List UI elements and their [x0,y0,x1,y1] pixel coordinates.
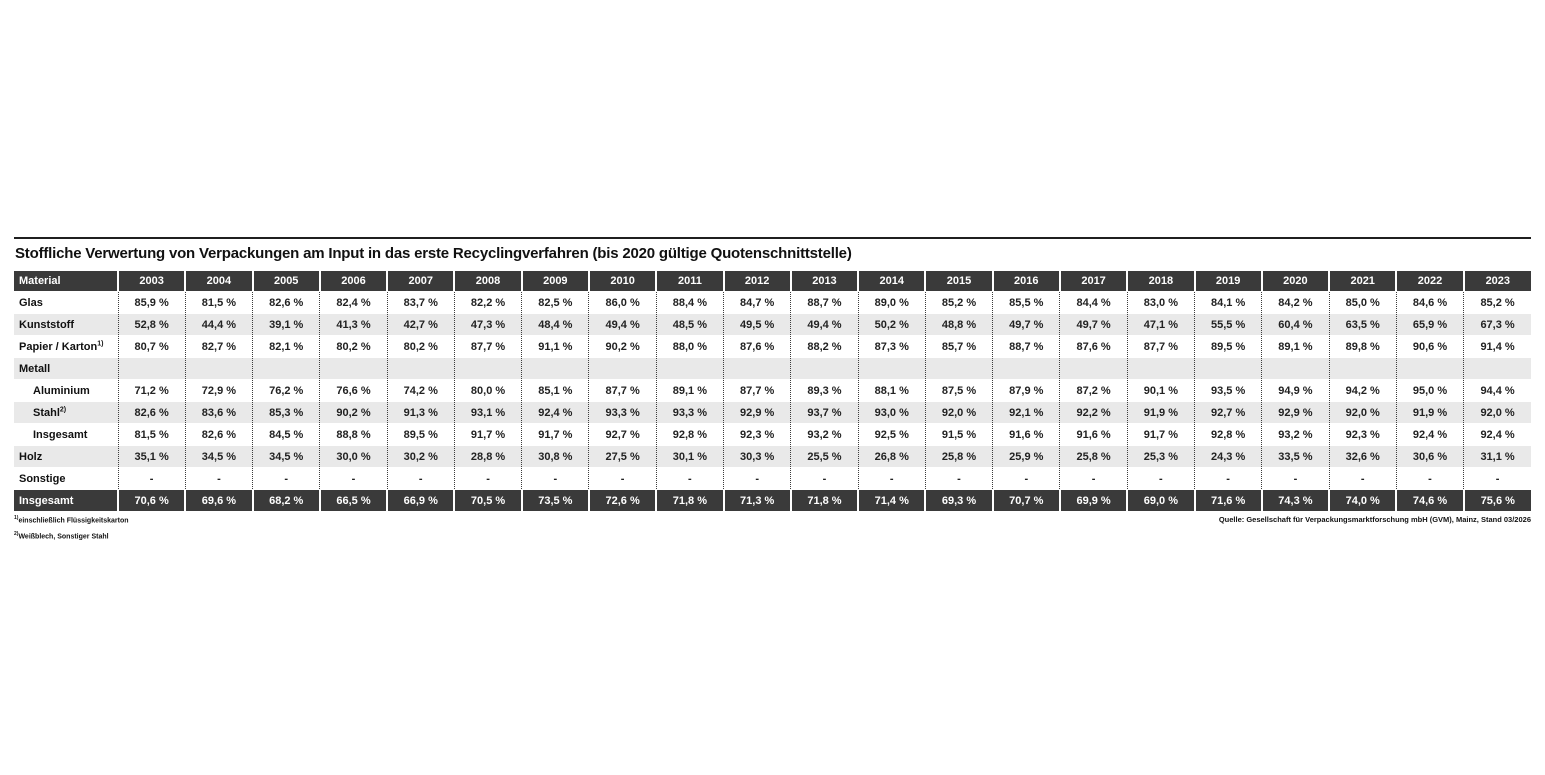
table-cell: 92,4 % [1396,424,1463,446]
table-cell: 80,2 % [320,336,387,358]
table-cell: 84,1 % [1195,292,1262,314]
table-cell [522,358,589,380]
table-cell: 91,4 % [1464,336,1531,358]
table-cell: - [454,468,521,490]
table-cell [656,358,723,380]
table-cell: 87,9 % [993,380,1060,402]
column-header-year: 2016 [993,271,1060,292]
footnote-2-text: Weißblech, Sonstiger Stahl [18,533,109,541]
table-cell: 88,2 % [791,336,858,358]
table-cell: 82,5 % [522,292,589,314]
table-cell: 26,8 % [858,446,925,468]
table-cell: 60,4 % [1262,314,1329,336]
table-cell: 72,9 % [185,380,252,402]
table-cell: 24,3 % [1195,446,1262,468]
total-cell: 66,9 % [387,490,454,512]
table-cell: 49,7 % [993,314,1060,336]
table-cell: 91,7 % [522,424,589,446]
total-cell: 69,3 % [925,490,992,512]
table-cell: 92,8 % [656,424,723,446]
row-label-text: Metall [19,362,51,375]
source-credit: Quelle: Gesellschaft für Verpackungsmarktforschung mbH (GVM), Mainz, Stand 03/2026 [1218,515,1531,524]
table-cell: 76,6 % [320,380,387,402]
footnote-2-marker: 2) [14,531,19,538]
table-cell: 81,5 % [185,292,252,314]
table-cell: 71,2 % [118,380,185,402]
table-cell: 30,0 % [320,446,387,468]
table-cell: 93,7 % [791,402,858,424]
table-cell: 92,4 % [1464,424,1531,446]
row-label-text: Glas [19,296,43,309]
table-cell: 93,1 % [454,402,521,424]
table-cell: 30,3 % [724,446,791,468]
table-cell: 27,5 % [589,446,656,468]
table-cell: 52,8 % [118,314,185,336]
table-cell: 82,4 % [320,292,387,314]
table-cell: 88,1 % [858,380,925,402]
table-row [14,336,1531,358]
table-cell: 25,5 % [791,446,858,468]
table-cell: 84,2 % [1262,292,1329,314]
table-cell: - [724,468,791,490]
table-cell: 92,7 % [589,424,656,446]
table-cell [1464,358,1531,380]
table-cell: 92,3 % [1329,424,1396,446]
table-cell: 89,5 % [387,424,454,446]
table-body [14,292,1531,490]
table-cell: 34,5 % [253,446,320,468]
table-cell: 48,8 % [925,314,992,336]
table-cell: 44,4 % [185,314,252,336]
table-cell: 91,6 % [993,424,1060,446]
table-cell: 91,5 % [925,424,992,446]
table-cell: 92,0 % [1329,402,1396,424]
table-cell: 87,3 % [858,336,925,358]
row-label [14,314,118,336]
table-cell: 93,5 % [1195,380,1262,402]
table-cell: 67,3 % [1464,314,1531,336]
table-header [14,271,1531,292]
table-row [14,402,1531,424]
total-cell: 70,6 % [118,490,185,512]
table-cell: 84,4 % [1060,292,1127,314]
footnote-2 [14,531,129,540]
table-cell: 88,7 % [791,292,858,314]
table-cell: 55,5 % [1195,314,1262,336]
footnote-marker: 1) [97,339,104,347]
table-cell: 92,4 % [522,402,589,424]
table-cell: 91,3 % [387,402,454,424]
table-row [14,314,1531,336]
table-cell: 92,9 % [1262,402,1329,424]
table-cell: 87,7 % [1127,336,1194,358]
row-label-text: Papier / Karton [19,340,98,353]
column-header-year: 2020 [1262,271,1329,292]
footnote-1-marker: 1) [14,515,19,521]
row-label [14,292,118,314]
table-cell: 35,1 % [118,446,185,468]
table-cell: 88,8 % [320,424,387,446]
table-cell: 82,2 % [454,292,521,314]
table-cell: 89,1 % [1262,336,1329,358]
table-cell: 85,0 % [1329,292,1396,314]
total-cell: 69,0 % [1127,490,1194,512]
table-cell: 88,0 % [656,336,723,358]
table-cell: 91,9 % [1127,402,1194,424]
table-cell: 49,5 % [724,314,791,336]
column-header-year: 2011 [656,271,723,292]
row-label-text: Aluminium [33,384,90,397]
below-table-area [14,515,1531,541]
table-cell: 84,5 % [253,424,320,446]
table-cell: 28,8 % [454,446,521,468]
table-cell: 92,9 % [724,402,791,424]
table-cell [185,358,252,380]
table-cell: 88,4 % [656,292,723,314]
table-row [14,468,1531,490]
table-cell: 80,7 % [118,336,185,358]
table-cell: 80,2 % [387,336,454,358]
total-cell: 71,3 % [724,490,791,512]
total-row-label: Insgesamt [14,490,118,512]
column-header-year: 2015 [925,271,992,292]
table-cell: 92,7 % [1195,402,1262,424]
table-cell: 74,2 % [387,380,454,402]
table-cell: 90,2 % [589,336,656,358]
table-cell: 87,7 % [454,336,521,358]
table-title: Stoffliche Verwertung von Verpackungen am Input in das erste Recyclingverfahren (bis 2020 gültige Quotenschnittstelle) [15,245,852,262]
row-label-text: Holz [19,450,43,463]
total-cell: 71,4 % [858,490,925,512]
table-cell: 34,5 % [185,446,252,468]
footnotes [14,515,129,541]
total-cell: 69,6 % [185,490,252,512]
table-cell: 85,1 % [522,380,589,402]
table-cell: 83,6 % [185,402,252,424]
table-cell: 87,6 % [724,336,791,358]
table-cell: 30,8 % [522,446,589,468]
column-header-year: 2017 [1060,271,1127,292]
table-cell [1060,358,1127,380]
table-cell: 85,2 % [1464,292,1531,314]
total-cell: 74,3 % [1262,490,1329,512]
column-header-year: 2023 [1464,271,1531,292]
table-cell: 92,0 % [1464,402,1531,424]
table-cell: 80,0 % [454,380,521,402]
table-cell: - [320,468,387,490]
row-label-text: Sonstige [19,472,66,485]
table-cell [1127,358,1194,380]
total-cell: 73,5 % [522,490,589,512]
column-header-year: 2008 [454,271,521,292]
table-cell: 85,7 % [925,336,992,358]
table-cell: - [925,468,992,490]
table-cell: 89,8 % [1329,336,1396,358]
row-label-text: Stahl [33,406,60,419]
table-row [14,424,1531,446]
row-label [14,402,118,424]
table-cell: - [589,468,656,490]
table-cell: 30,6 % [1396,446,1463,468]
table-cell: 94,9 % [1262,380,1329,402]
table-cell: 41,3 % [320,314,387,336]
table-cell: 25,8 % [1060,446,1127,468]
table-cell: 25,9 % [993,446,1060,468]
table-cell: - [1060,468,1127,490]
table-cell: 42,7 % [387,314,454,336]
total-cell: 66,5 % [320,490,387,512]
column-header-year: 2022 [1396,271,1463,292]
table-cell: 93,2 % [1262,424,1329,446]
table-cell: 63,5 % [1329,314,1396,336]
table-cell [387,358,454,380]
table-cell: 89,0 % [858,292,925,314]
total-cell: 71,6 % [1195,490,1262,512]
row-label [14,424,118,446]
table-cell: - [1127,468,1194,490]
table-cell: 48,4 % [522,314,589,336]
table-cell: 33,5 % [1262,446,1329,468]
table-cell: 92,8 % [1195,424,1262,446]
table-cell: 91,6 % [1060,424,1127,446]
table-cell: 91,1 % [522,336,589,358]
table-cell: 92,0 % [925,402,992,424]
table-cell: 83,0 % [1127,292,1194,314]
table-cell: - [387,468,454,490]
total-row [14,490,1531,512]
table-cell: 81,5 % [118,424,185,446]
table-cell: 49,7 % [1060,314,1127,336]
column-header-year: 2006 [320,271,387,292]
table-cell: 76,2 % [253,380,320,402]
table-cell: - [993,468,1060,490]
table-cell: 92,3 % [724,424,791,446]
table-cell: 47,3 % [454,314,521,336]
table-cell: 93,0 % [858,402,925,424]
column-header-year: 2003 [118,271,185,292]
column-header-year: 2007 [387,271,454,292]
total-cell: 70,5 % [454,490,521,512]
table-cell: - [791,468,858,490]
table-row [14,446,1531,468]
total-cell: 74,0 % [1329,490,1396,512]
table-cell: 92,1 % [993,402,1060,424]
total-cell: 71,8 % [656,490,723,512]
table-cell: 85,3 % [253,402,320,424]
table-cell: 87,6 % [1060,336,1127,358]
table-cell: 31,1 % [1464,446,1531,468]
total-cell: 75,6 % [1464,490,1531,512]
column-header-material: Material [14,271,118,292]
table-cell: 82,6 % [185,424,252,446]
table-cell: 85,2 % [925,292,992,314]
table-cell: 89,3 % [791,380,858,402]
table-cell: 94,2 % [1329,380,1396,402]
table-row [14,358,1531,380]
table-cell: 32,6 % [1329,446,1396,468]
table-cell: 91,7 % [1127,424,1194,446]
table-cell: 85,5 % [993,292,1060,314]
table-cell: 94,4 % [1464,380,1531,402]
table-cell: - [1195,468,1262,490]
table-footer [14,490,1531,512]
table-cell: 87,7 % [724,380,791,402]
table-cell: 82,6 % [118,402,185,424]
table-cell [1195,358,1262,380]
table-cell: 90,6 % [1396,336,1463,358]
total-cell: 69,9 % [1060,490,1127,512]
table-cell: 84,7 % [724,292,791,314]
table-cell: 82,1 % [253,336,320,358]
total-cell: 70,7 % [993,490,1060,512]
total-cell: 74,6 % [1396,490,1463,512]
column-header-year: 2010 [589,271,656,292]
row-label [14,358,118,380]
footnote-1 [14,515,129,524]
header-row [14,271,1531,292]
table-cell: 84,6 % [1396,292,1463,314]
column-header-year: 2009 [522,271,589,292]
table-cell: - [522,468,589,490]
table-cell [858,358,925,380]
table-cell: 49,4 % [791,314,858,336]
table-cell: 82,7 % [185,336,252,358]
table-cell: 90,2 % [320,402,387,424]
table-cell [1262,358,1329,380]
table-cell: 93,3 % [656,402,723,424]
table-cell: 91,7 % [454,424,521,446]
table-row [14,292,1531,314]
table-cell [791,358,858,380]
row-label [14,446,118,468]
table-cell: 30,2 % [387,446,454,468]
table-cell: 92,2 % [1060,402,1127,424]
table-cell: 92,5 % [858,424,925,446]
table-cell: - [1464,468,1531,490]
table-cell [118,358,185,380]
table-cell: 82,6 % [253,292,320,314]
table-cell [1396,358,1463,380]
table-cell: 87,7 % [589,380,656,402]
table-cell: - [185,468,252,490]
table-cell [454,358,521,380]
table-cell: 25,8 % [925,446,992,468]
table-cell: 90,1 % [1127,380,1194,402]
column-header-year: 2014 [858,271,925,292]
statistics-sheet [14,237,1531,541]
table-cell: - [1329,468,1396,490]
table-cell: 86,0 % [589,292,656,314]
total-cell: 71,8 % [791,490,858,512]
table-cell: 95,0 % [1396,380,1463,402]
table-cell: - [253,468,320,490]
table-cell: - [656,468,723,490]
table-cell [925,358,992,380]
table-cell: - [1396,468,1463,490]
table-cell: 39,1 % [253,314,320,336]
table-cell: 89,1 % [656,380,723,402]
table-cell [724,358,791,380]
table-cell: - [1262,468,1329,490]
table-cell: 93,3 % [589,402,656,424]
table-cell: 91,9 % [1396,402,1463,424]
table-cell: 48,5 % [656,314,723,336]
table-cell: 30,1 % [656,446,723,468]
table-cell: - [118,468,185,490]
column-header-year: 2004 [185,271,252,292]
row-label-text: Insgesamt [33,428,88,441]
total-cell: 72,6 % [589,490,656,512]
footnote-marker: 2) [59,405,67,413]
table-cell: 88,7 % [993,336,1060,358]
column-header-year: 2012 [724,271,791,292]
table-cell: 65,9 % [1396,314,1463,336]
column-header-year: 2013 [791,271,858,292]
row-label [14,380,118,402]
column-header-year: 2021 [1329,271,1396,292]
table-cell: 93,2 % [791,424,858,446]
table-cell [320,358,387,380]
table-cell: 89,5 % [1195,336,1262,358]
table-cell: 49,4 % [589,314,656,336]
footnote-1-text: einschließlich Flüssigkeitskarton [18,517,129,525]
table-cell: 87,2 % [1060,380,1127,402]
table-cell: 50,2 % [858,314,925,336]
table-cell [253,358,320,380]
table-cell [589,358,656,380]
table-cell: 83,7 % [387,292,454,314]
table-cell [993,358,1060,380]
column-header-year: 2018 [1127,271,1194,292]
table-cell: 85,9 % [118,292,185,314]
table-cell: 47,1 % [1127,314,1194,336]
table-row [14,380,1531,402]
table-cell [1329,358,1396,380]
table-cell: - [858,468,925,490]
total-cell: 68,2 % [253,490,320,512]
column-header-year: 2005 [253,271,320,292]
row-label-text: Kunststoff [19,318,74,331]
table-cell: 87,5 % [925,380,992,402]
recycling-rate-table [14,271,1531,511]
row-label [14,336,118,358]
column-header-year: 2019 [1195,271,1262,292]
table-cell: 25,3 % [1127,446,1194,468]
row-label [14,468,118,490]
